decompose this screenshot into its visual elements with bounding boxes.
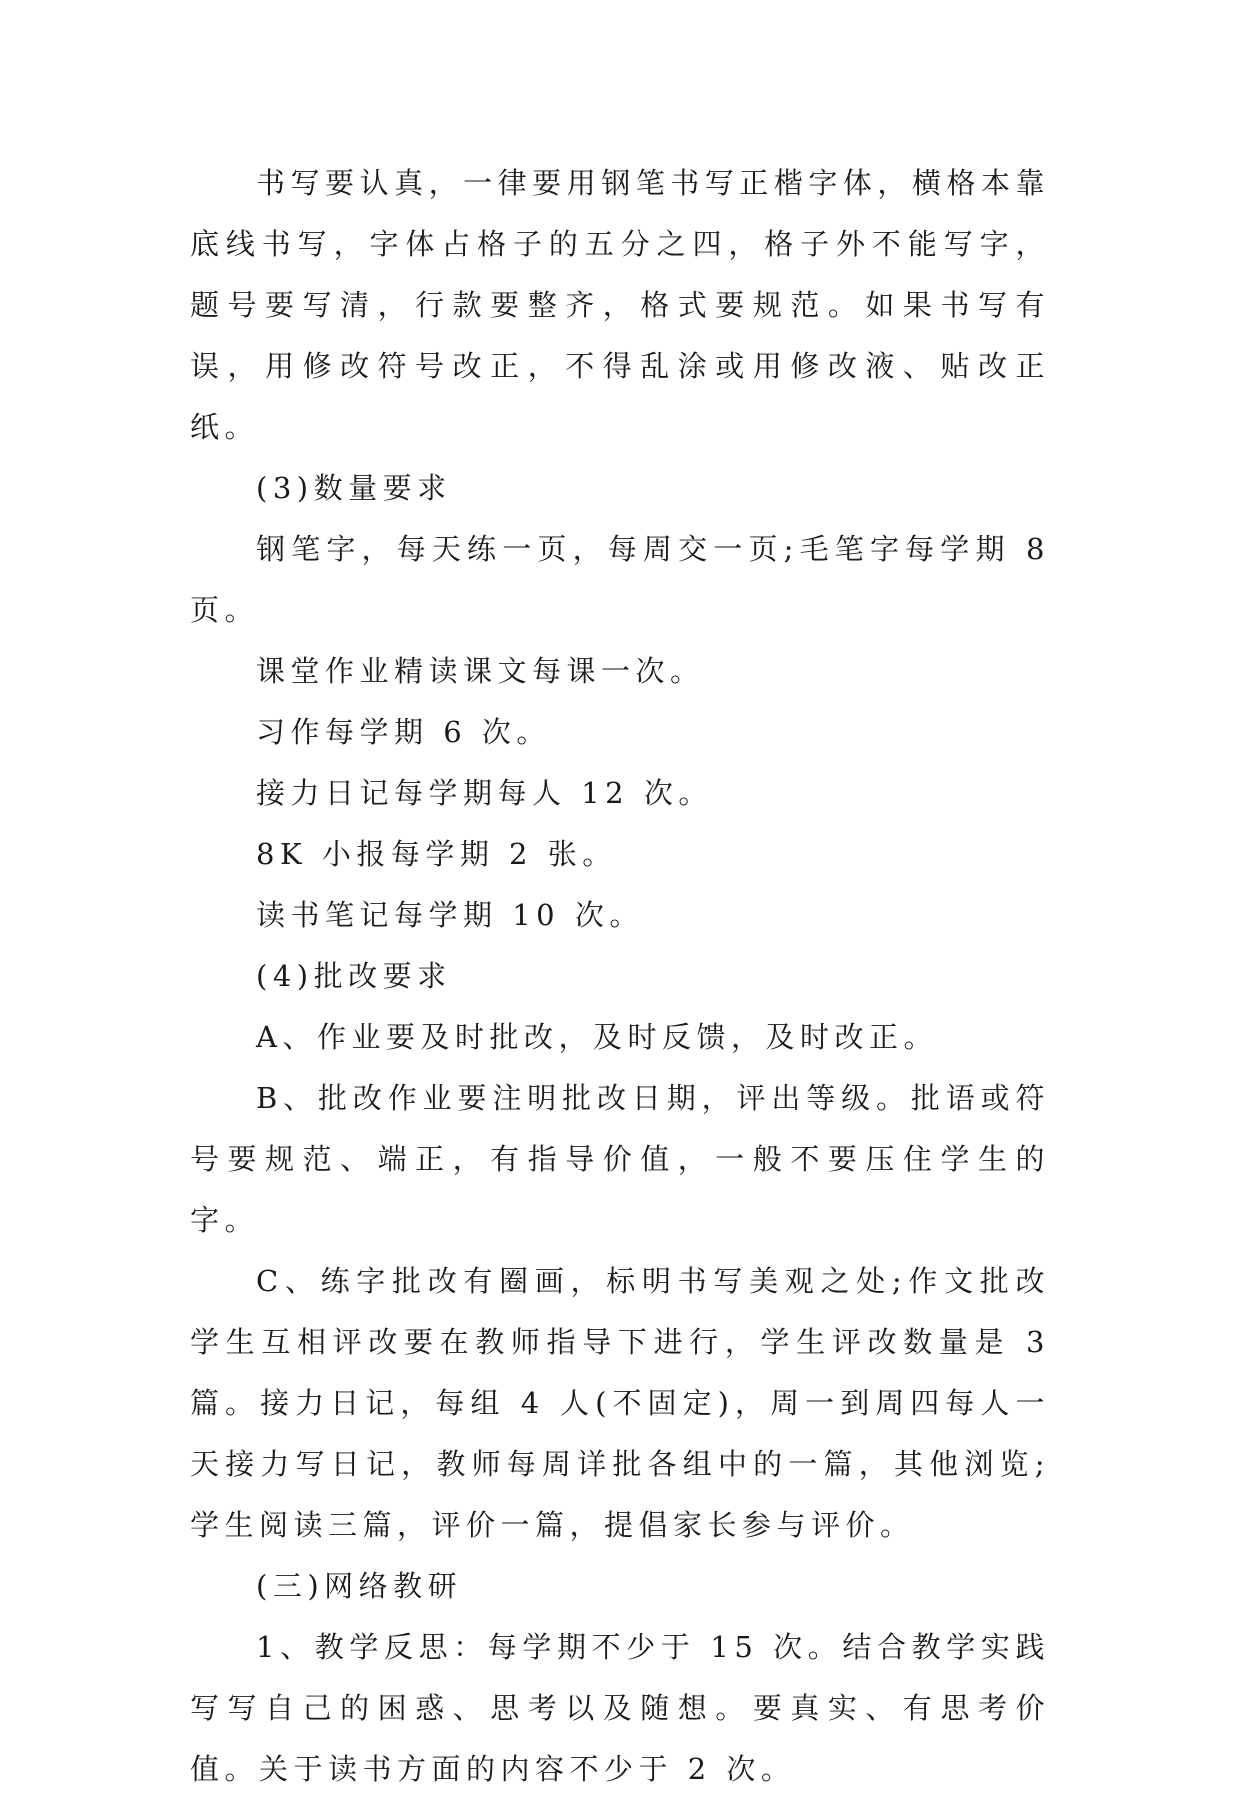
paragraph-correction-b: B、批改作业要注明批改日期，评出等级。批语或符号要规范、端正，有指导价值，一般不要压住学生的字。 (190, 1081, 1050, 1237)
heading-correction-requirements: (4)批改要求 (256, 959, 452, 993)
heading-quantity-requirements: (3)数量要求 (256, 471, 452, 505)
paragraph-correction-a: A、作业要及时批改，及时反馈，及时改正。 (256, 1020, 938, 1054)
paragraph-newspaper: 8K 小报每学期 2 张。 (256, 837, 617, 871)
paragraph-handwriting-rules: 书写要认真，一律要用钢笔书写正楷字体，横格本靠底线书写，字体占格子的五分之四，格子外不能写字，题号要写清，行款要整齐，格式要规范。如果书写有误，用修改符号改正，不得乱涂或用修改液、贴改正纸。 (190, 166, 1050, 444)
paragraph-classwork: 课堂作业精读课文每课一次。 (256, 654, 705, 688)
document-body (190, 153, 1050, 1800)
heading-online-research: (三)网络教研 (256, 1569, 463, 1603)
paragraph-teaching-reflection: 1、教学反思：每学期不少于 15 次。结合教学实践写写自己的困惑、思考以及随想。要真实、有思考价值。关于读书方面的内容不少于 2 次。 (190, 1630, 1050, 1786)
paragraph-pen-calligraphy: 钢笔字，每天练一页，每周交一页;毛笔字每学期 8 页。 (190, 532, 1050, 627)
paragraph-relay-diary: 接力日记每学期每人 12 次。 (256, 776, 713, 810)
paragraph-reading-notes: 读书笔记每学期 10 次。 (256, 898, 644, 932)
paragraph-correction-c: C、练字批改有圈画，标明书写美观之处;作文批改学生互相评改要在教师指导下进行，学生评改数量是 3 篇。接力日记，每组 4 人(不固定)，周一到周四每人一天接力写日记，教师每周详批各组中的一篇，其他浏览;学生阅读三篇，评价一篇，提倡家长参与评价。 (190, 1264, 1050, 1542)
paragraph-composition: 习作每学期 6 次。 (256, 715, 551, 749)
